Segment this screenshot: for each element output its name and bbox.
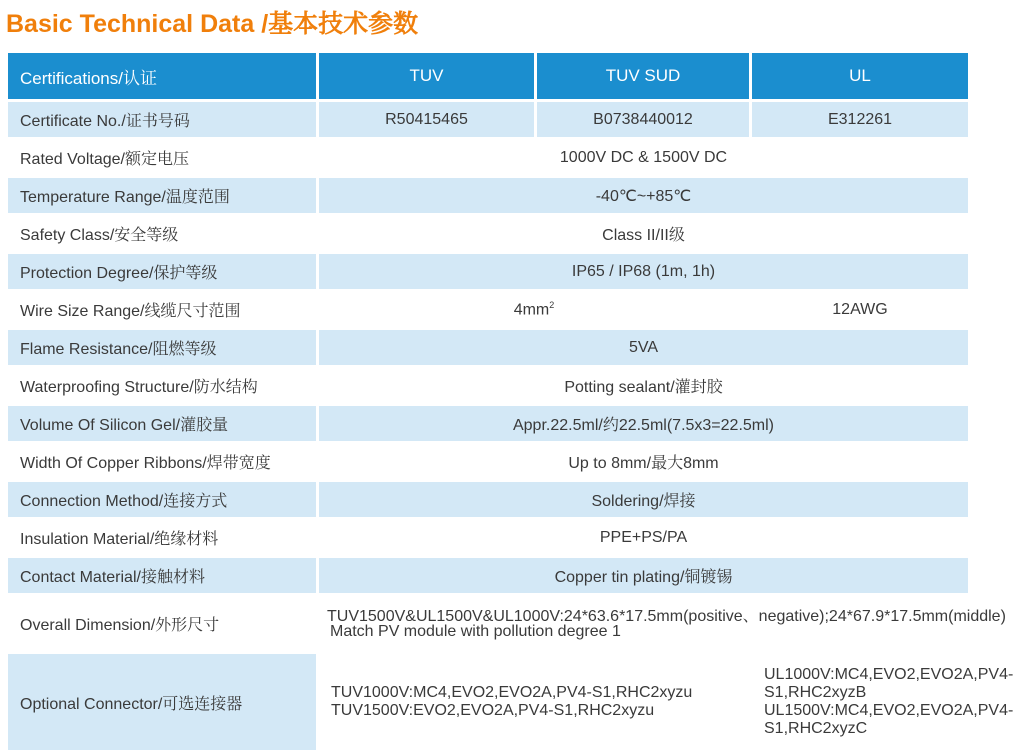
row-label: Temperature Range/温度范围 xyxy=(8,178,316,213)
table-row xyxy=(8,292,968,327)
connection-value: Soldering/焊接 xyxy=(319,482,968,517)
table-header-row xyxy=(8,53,968,99)
header-tuv: TUV xyxy=(319,53,534,99)
connector-tuv: TUV1000V:MC4,EVO2,EVO2A,PV4-S1,RHC2xyzu TUV1500V:EVO2,EVO2A,PV4-S1,RHC2xyzu xyxy=(319,654,749,750)
row-label: Volume Of Silicon Gel/灌胶量 xyxy=(8,406,316,441)
wire-size-mm xyxy=(319,292,749,327)
row-label: Flame Resistance/阻燃等级 xyxy=(8,330,316,365)
row-label: Overall Dimension/外形尺寸 xyxy=(8,596,316,651)
connector-ul: UL1000V:MC4,EVO2,EVO2A,PV4-S1,RHC2xyzB UL1500V:MC4,EVO2,EVO2A,PV4-S1,RHC2xyzC xyxy=(752,654,968,750)
flame-value: 5VA xyxy=(319,330,968,365)
table-row xyxy=(8,330,968,365)
wire-size-awg: 12AWG xyxy=(752,292,968,327)
wire-size-mm-value: 4mm xyxy=(513,301,550,319)
certificate-tuv-sud: B0738440012 xyxy=(537,102,749,137)
table-row xyxy=(8,254,968,289)
rated-voltage-value: 1000V DC & 1500V DC xyxy=(319,140,968,175)
header-ul: UL xyxy=(752,53,968,99)
row-label: Safety Class/安全等级 xyxy=(8,216,316,251)
protection-value: IP65 / IP68 (1m, 1h) xyxy=(319,254,968,289)
row-label: Rated Voltage/额定电压 xyxy=(8,140,316,175)
row-label: Width Of Copper Ribbons/焊带宽度 xyxy=(8,444,316,479)
table-row xyxy=(8,368,968,403)
table-row xyxy=(8,102,968,137)
row-label: Contact Material/接触材料 xyxy=(8,558,316,593)
table-row xyxy=(8,654,968,750)
table-row xyxy=(8,444,968,479)
table-row xyxy=(8,520,968,555)
insulation-value: PPE+PS/PA xyxy=(319,520,968,555)
table-row xyxy=(8,216,968,251)
row-label: Waterproofing Structure/防水结构 xyxy=(8,368,316,403)
dimension-line-2: Match PV module with pollution degree 1 xyxy=(330,622,621,640)
header-certifications: Certifications/认证 xyxy=(8,53,316,99)
row-label: Optional Connector/可选连接器 xyxy=(8,654,316,750)
table-row xyxy=(8,406,968,441)
row-label: Certificate No./证书号码 xyxy=(8,102,316,137)
wire-size-superscript: 2 xyxy=(549,299,555,310)
temperature-value: -40℃~+85℃ xyxy=(319,178,968,213)
gel-value: Appr.22.5ml/约22.5ml(7.5x3=22.5ml) xyxy=(319,406,968,441)
safety-value: Class II/II级 xyxy=(319,216,968,251)
waterproof-value: Potting sealant/灌封胶 xyxy=(319,368,968,403)
table-row xyxy=(8,178,968,213)
row-label: Protection Degree/保护等级 xyxy=(8,254,316,289)
dimension-value xyxy=(319,596,1006,651)
row-label: Wire Size Range/线缆尺寸范围 xyxy=(8,292,316,327)
table-row xyxy=(8,596,968,651)
table-row xyxy=(8,140,968,175)
table-row xyxy=(8,482,968,517)
page-title: Basic Technical Data /基本技术参数 xyxy=(6,10,419,38)
row-label: Insulation Material/绝缘材料 xyxy=(8,520,316,555)
dimension-line-1: TUV1500V&UL1500V&UL1000V:24*63.6*17.5mm(positive、negative);24*67.9*17.5mm(middle) xyxy=(327,607,1006,625)
certificate-tuv: R50415465 xyxy=(319,102,534,137)
certificate-ul: E312261 xyxy=(752,102,968,137)
contact-value: Copper tin plating/铜镀锡 xyxy=(319,558,968,593)
ribbon-value: Up to 8mm/最大8mm xyxy=(319,444,968,479)
technical-data-table xyxy=(5,50,1013,753)
table-row xyxy=(8,558,968,593)
row-label: Connection Method/连接方式 xyxy=(8,482,316,517)
header-tuv-sud: TUV SUD xyxy=(537,53,749,99)
